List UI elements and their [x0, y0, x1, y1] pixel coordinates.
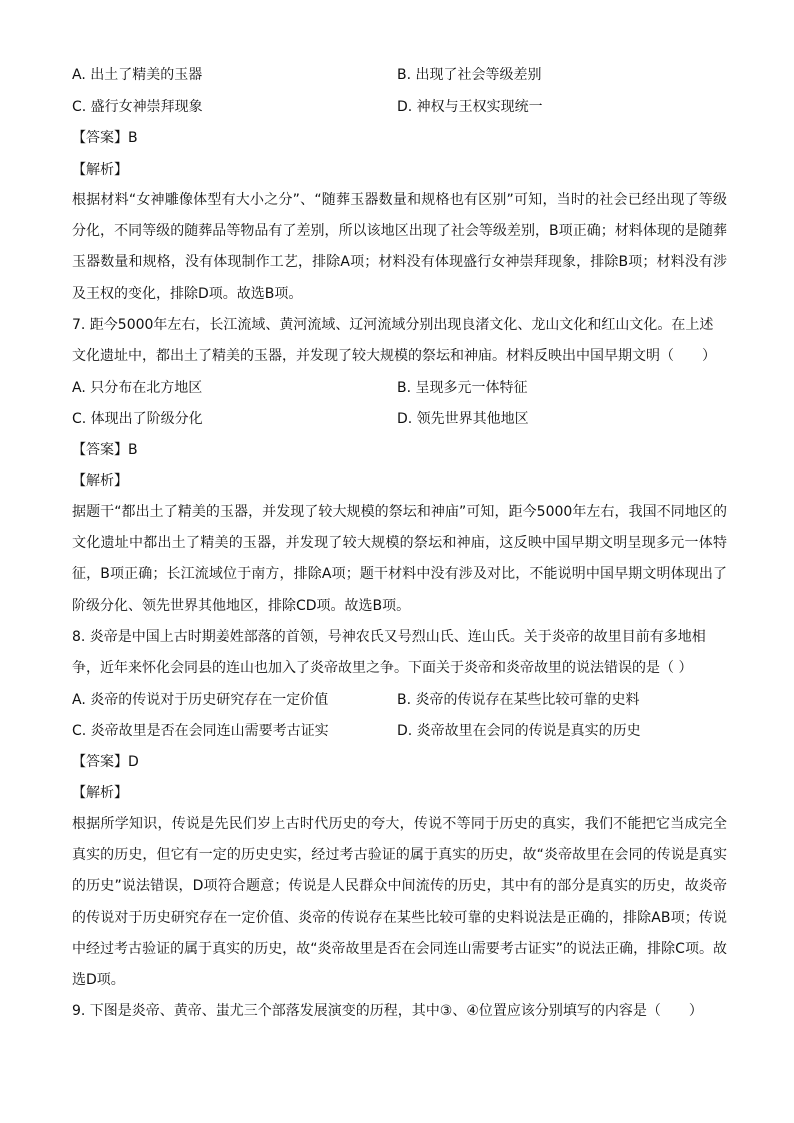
q6-option-a: A. 出土了精美的玉器 — [72, 67, 203, 83]
q7-option-b: B. 呈现多元一体特征 — [397, 380, 528, 396]
q8-option-a: A. 炎帝的传说对于历史研究存在一定价值 — [72, 692, 329, 708]
q7-option-a: A. 只分布在北方地区 — [72, 380, 203, 396]
q7-analysis-text: 据题干“都出土了精美的玉器，并发现了较大规模的祭坛和神庙”可知，距今5000年左右，我国不同地区的文化遗址中都出土了精美的玉器，并发现了较大规模的祭坛和神庙，这反映中国早期文明呈现多元一体特征，B项正确；长江流域位于南方，排除A项；题干材料中没有涉及对比，不能说明中国早期文明体现出了阶级分化、领先世界其他地区，排除CD项。故选B项。 — [72, 504, 727, 614]
q6-option-c: C. 盛行女神崇拜现象 — [72, 99, 203, 115]
q8-option-d: D. 炎帝故里在会同的传说是真实的历史 — [397, 723, 641, 739]
q6-analysis-text: 根据材料“女神雕像体型有大小之分”、“随葬玉器数量和规格也有区别”可知，当时的社会已经出现了等级分化，不同等级的随葬品等物品有了差别，所以该地区出现了社会等级差别，B项正确；材料体现的是随葬玉器数量和规格，没有体现制作工艺，排除A项；材料没有体现盛行女神崇拜现象，排除B项；材料没有涉及王权的变化，排除D项。故选B项。 — [72, 192, 727, 302]
q8-stem: 8. 炎帝是中国上古时期姜姓部落的首领，号神农氏又号烈山氏、连山氏。关于炎帝的故里目前有多地相争，近年来怀化会同县的连山也加入了炎帝故里之争。下面关于炎帝和炎帝故里的说法错误的是（ ） — [72, 629, 706, 677]
q9-stem: 9. 下图是炎帝、黄帝、蚩尤三个部落发展演变的历程，其中③、④位置应该分别填写的内容是（ ） — [72, 1003, 703, 1019]
q8-option-b: B. 炎帝的传说存在某些比较可靠的史料 — [397, 692, 640, 708]
q7-analysis-label: 【解析】 — [72, 473, 128, 489]
q6-analysis-label: 【解析】 — [72, 162, 128, 178]
q8-option-c: C. 炎帝故里是否在会同连山需要考古证实 — [72, 723, 329, 739]
q7-option-c: C. 体现出了阶级分化 — [72, 411, 203, 427]
q7-stem: 7. 距今5000年左右，长江流域、黄河流域、辽河流域分别出现良渚文化、龙山文化和红山文化。在上述文化遗址中，都出土了精美的玉器，并发现了较大规模的祭坛和神庙。材料反映出中国早期文明（ ） — [72, 317, 716, 365]
q7-option-d: D. 领先世界其他地区 — [397, 411, 529, 427]
q8-answer: 【答案】D — [72, 754, 139, 770]
q8-analysis-text: 根据所学知识，传说是先民们岁上古时代历史的夸大，传说不等同于历史的真实，我们不能把它当成完全真实的历史，但它有一定的历史史实，经过考古验证的属于真实的历史，故“炎帝故里在会同的传说是真实的历史”说法错误，D项符合题意；传说是人民群众中间流传的历史，其中有的部分是真实的历史，故炎帝的传说对于历史研究存在一定价值、炎帝的传说存在某些比较可靠的史料说法是正确的，排除AB项；传说中经过考古验证的属于真实的历史，故“炎帝故里是否在会同连山需要考古证实”的说法正确，排除C项。故选D项。 — [72, 816, 727, 989]
q6-option-d: D. 神权与王权实现统一 — [397, 99, 543, 115]
q6-answer: 【答案】B — [72, 130, 138, 146]
q6-option-b: B. 出现了社会等级差别 — [397, 67, 542, 83]
q7-answer: 【答案】B — [72, 442, 138, 458]
q8-analysis-label: 【解析】 — [72, 785, 128, 801]
